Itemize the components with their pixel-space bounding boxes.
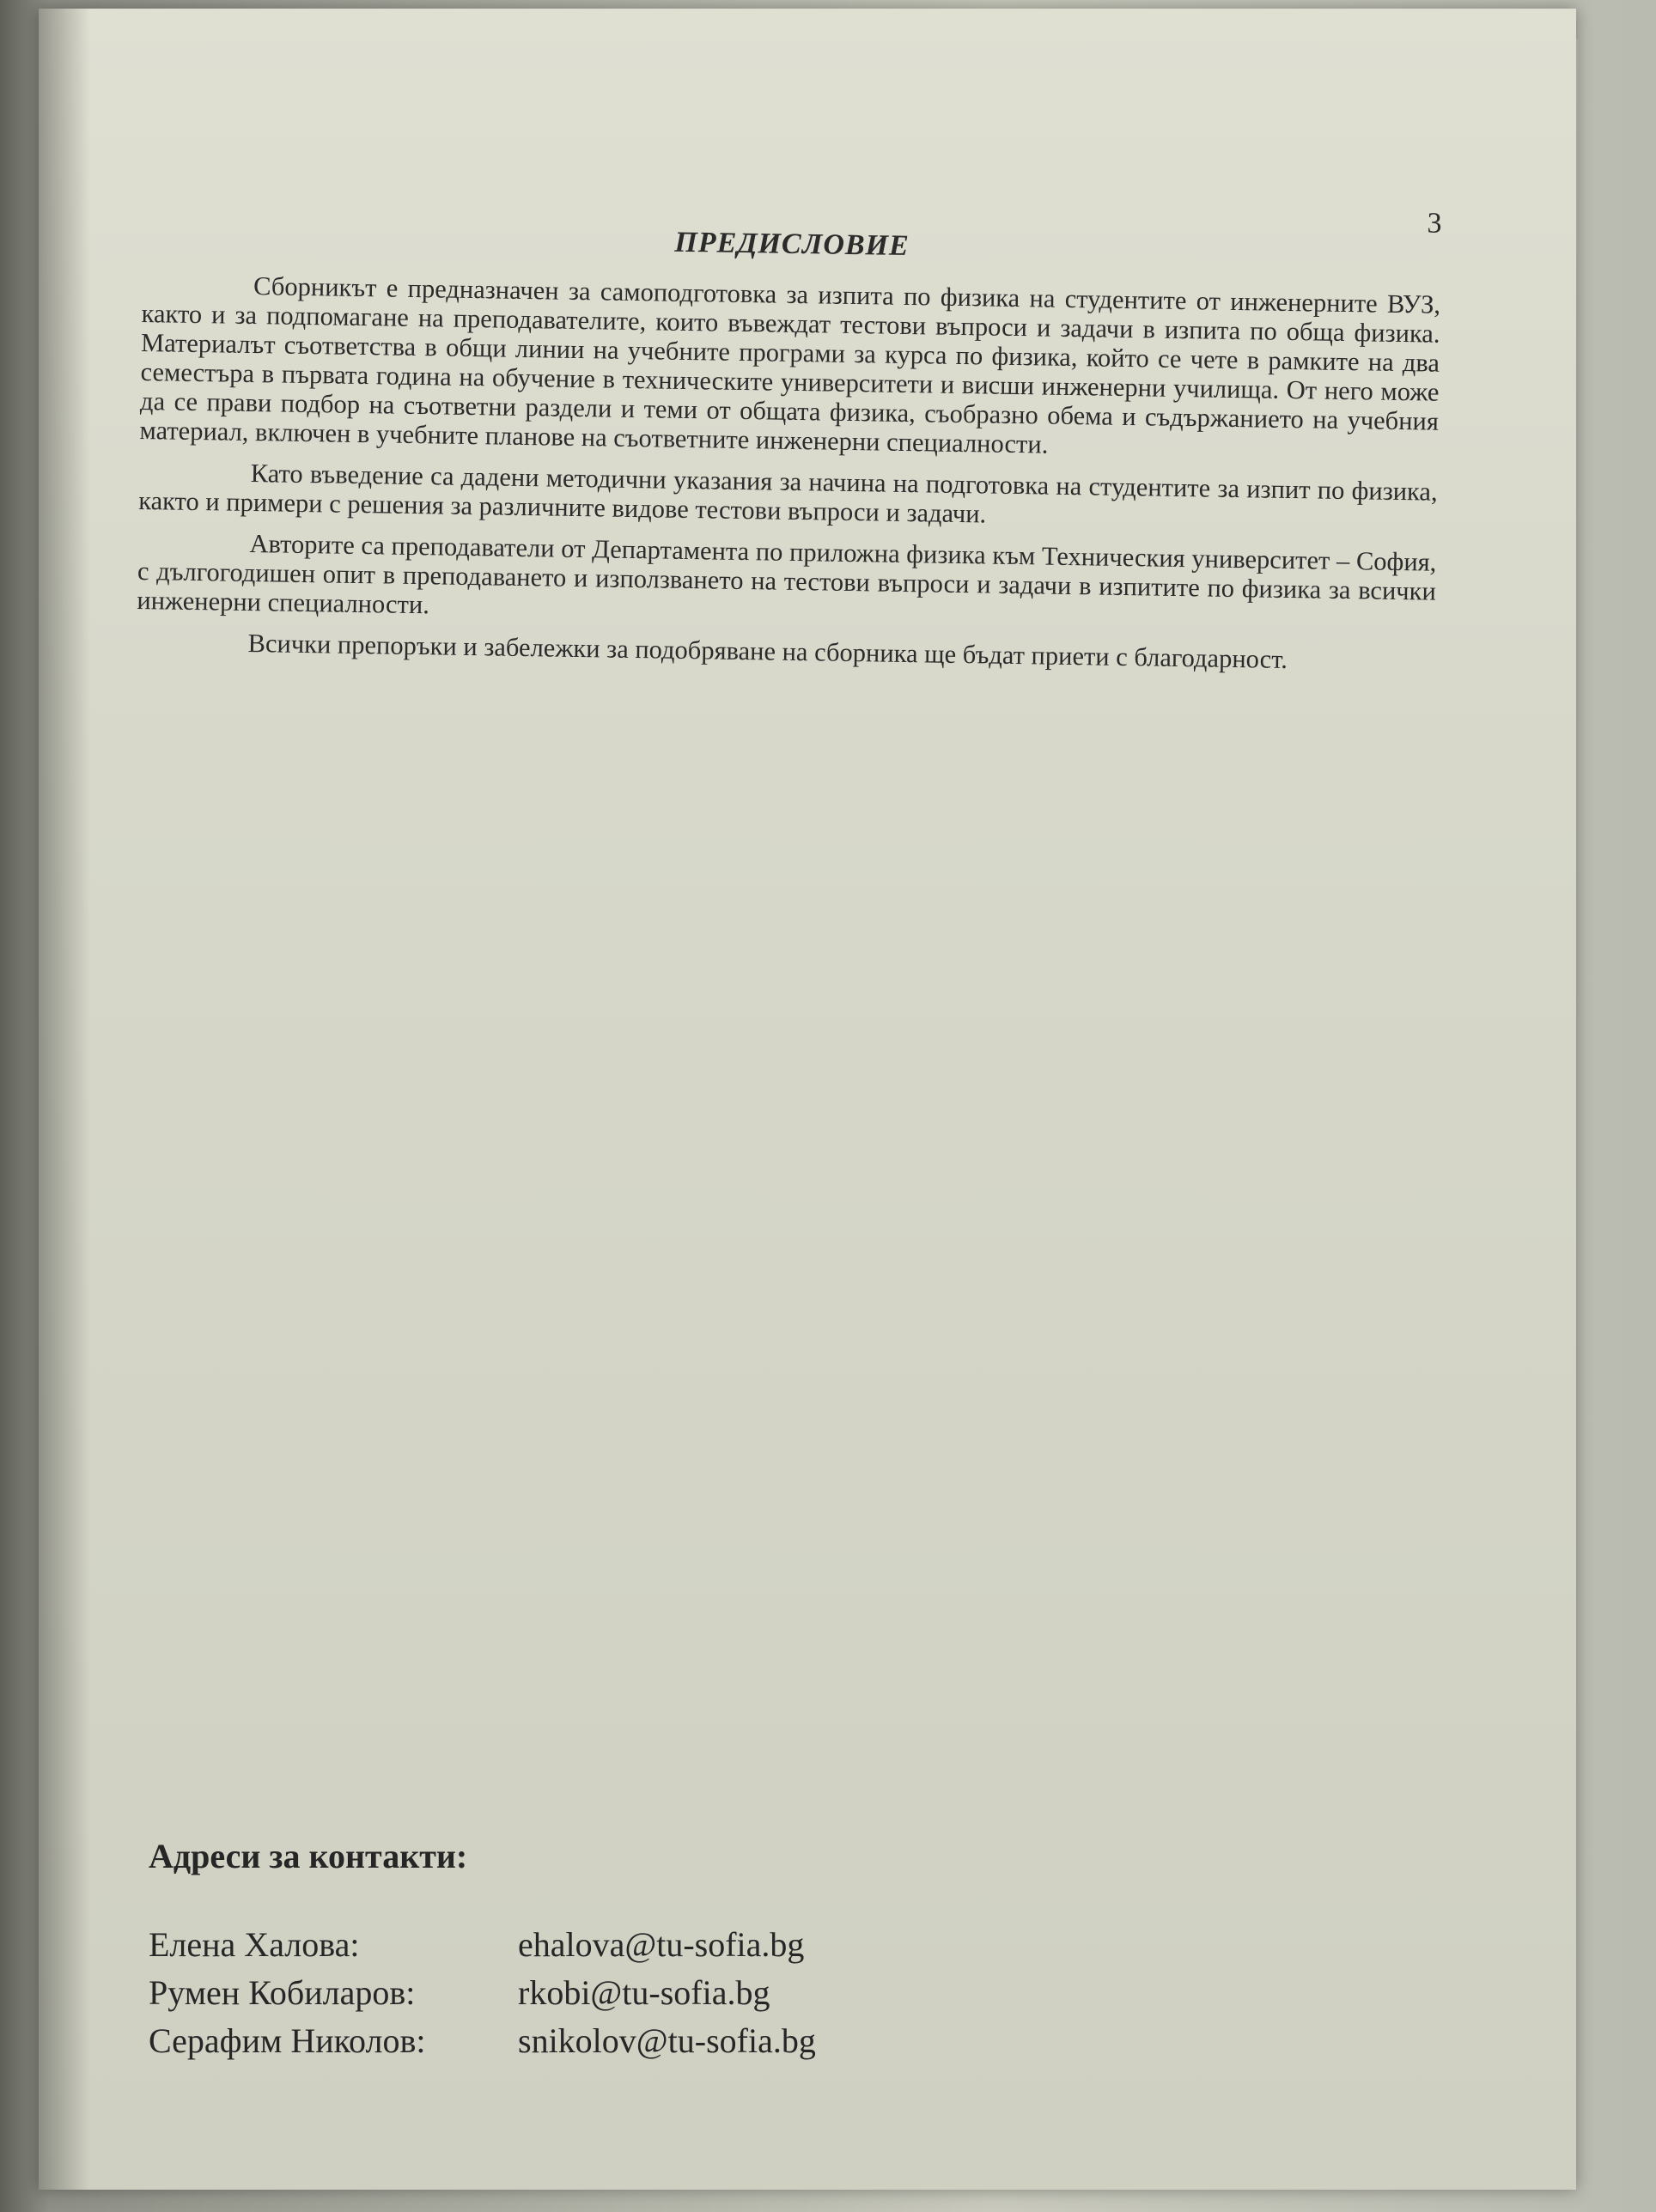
preface-heading: ПРЕДИСЛОВИЕ — [674, 226, 910, 263]
contact-email: snikolov@tu-sofia.bg — [518, 2021, 816, 2060]
document-page — [39, 9, 1576, 2190]
paragraph-4: Всички препоръки и забележки за подобряване на сборника ще бъдат приети с благодарност. — [247, 628, 1288, 674]
contact-email: ehalova@tu-sofia.bg — [518, 1925, 805, 1964]
contacts-section — [149, 1836, 816, 2065]
contact-email: rkobi@tu-sofia.bg — [518, 1973, 770, 2012]
contact-row — [149, 1969, 816, 2017]
paragraph-2: Като въведение са дадени методични указания за начина на подготовка на студентите за изпит по физика, както и примери с решения за различните видове тестови въпроси и задачи. — [137, 459, 1438, 529]
contact-name: Румен Кобиларов: — [149, 1973, 416, 2012]
paragraph-3: Авторите са преподаватели от Департамента по приложна физика към Техническия университет – София, с дългогодишен опит в преподаването и използването на тестови въпроси и задачи в изпитите по физика за всички инженерни специалности. — [137, 528, 1437, 620]
contacts-title: Адреси за контакти: — [149, 1837, 468, 1875]
preface-section — [136, 187, 1442, 689]
contact-name: Серафим Николов: — [149, 2021, 426, 2060]
page-number: 3 — [1427, 207, 1442, 240]
contact-row — [149, 2017, 816, 2065]
contact-name: Елена Халова: — [149, 1925, 360, 1964]
contact-row — [149, 1921, 816, 1969]
paragraph-1: Сборникът е предназначен за самоподготовка за изпита по физика на студентите от инженерните ВУЗ, както и за подпомагане на преподавателите, които въвеждат тестови въпроси и задачи в изпита по обща физика. Материалът съответства в общи линии на учебните програми за курса по физика, който се чете в рамките на два семестъра в първата година на обучение в техническите университети и висши инженерни училища. От него може да се прави подбор на съответни раздели и теми от общата физика, съобразно обема и съдържанието на учебния материал, включен в учебните планове на съответните инженерни специалности. — [139, 271, 1441, 459]
